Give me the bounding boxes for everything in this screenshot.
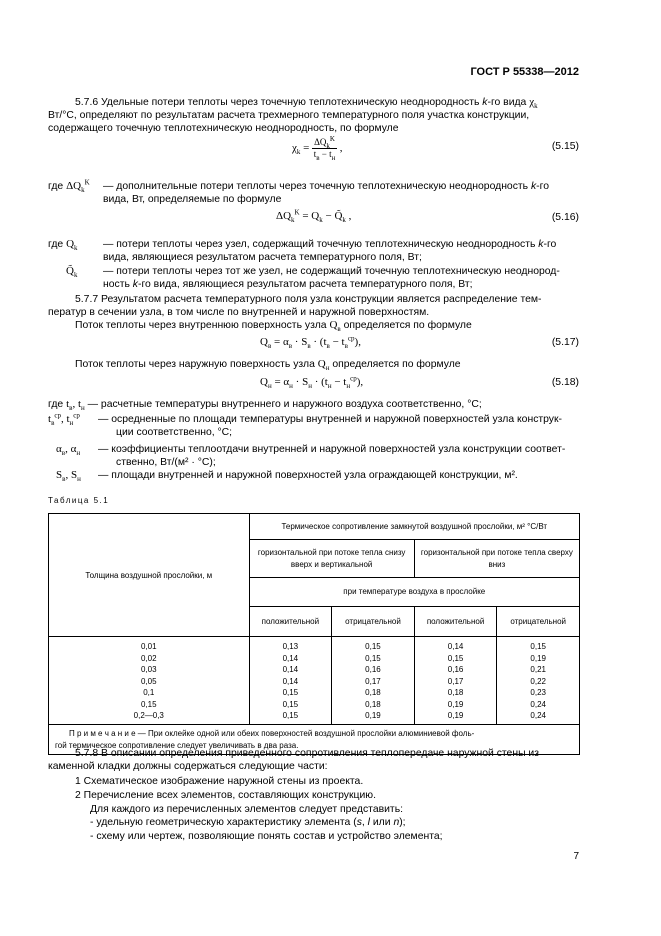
formula-5-15: $\chi_k$ = $\frac{\Delta Q_k^K}{t_в - t_н}$ , bbox=[292, 135, 343, 162]
table-cell: 0,18 bbox=[365, 699, 381, 709]
table-cell: 0,17 bbox=[447, 676, 464, 686]
table-cell: 0,15 bbox=[140, 699, 157, 709]
paragraph-5-7-8: 5.7.8 В описании определения приведенного сопротивления теплопередаче наружной стены из каменной кладки должны содержаться следующие части: bbox=[48, 748, 539, 772]
table-cell: 0,19 bbox=[530, 653, 546, 663]
air-layer-resistance-table bbox=[48, 513, 580, 755]
table-cell: 0,14 bbox=[282, 676, 299, 686]
table-cell: 0,24 bbox=[530, 711, 546, 720]
equation-number: (5.18) bbox=[551, 377, 579, 388]
header-horizontal-up-vertical: горизонтальной при потоке тепла снизу вверх и вертикальной bbox=[249, 540, 414, 578]
list-item: 2 Перечисление всех элементов, составляющих конструкцию. bbox=[75, 790, 376, 801]
table-cell: 0,18 bbox=[447, 688, 464, 697]
table-cell: 0,01 bbox=[140, 642, 157, 651]
table-cell: 0,19 bbox=[365, 711, 381, 720]
document-header: ГОСТ Р 55338—2012 bbox=[470, 66, 579, 78]
definition-temperatures: где $t_в$, $t_н$ — расчетные температуры внутреннего и наружного воздуха соответственно, °С; bbox=[48, 398, 482, 413]
header-thickness: Толщина воздушной прослойки, м bbox=[49, 514, 250, 637]
header-resistance: Термическое сопротивление замкнутой воздушной прослойки, м² °С/Вт bbox=[249, 514, 579, 540]
paragraph-5-7-7-outer: Поток теплоты через наружную поверхность узла $Q_н$ определяется по формуле bbox=[75, 358, 461, 373]
table-cell: 0,2—0,3 bbox=[133, 711, 164, 720]
header-horizontal-down: горизонтальной при потоке тепла сверху вниз bbox=[414, 540, 579, 578]
table-note: П р и м е ч а н и е — При оклейке одной или обеих поверхностей воздушной прослойки алюминиевой фоль- гой термическое сопротивление следует увеличивать в два раза. bbox=[49, 725, 580, 755]
header-air-temperature: при температуре воздуха в прослойке bbox=[250, 578, 579, 607]
page-number: 7 bbox=[573, 851, 579, 862]
equation-number: (5.15) bbox=[551, 141, 579, 152]
table-cell: 0,15 bbox=[282, 688, 299, 697]
table-cell: 0,16 bbox=[447, 665, 464, 674]
table-cell: 0,1 bbox=[143, 688, 155, 697]
formula-5-18: $Q_н = \alpha_н \cdot S_н \cdot (t_н - t_н^{ср})$, bbox=[260, 374, 364, 391]
document-page: ГОСТ Р 55338—2012 5.7.6 Удельные потери теплоты через точечную теплотехническую неоднородность k-го вида $\chi_k$ Вт/°С, определяют по результатам расчета трехмерного температурного поля участка конструкции, содержащего точечную теплотехническую неоднородность, по формуле $\chi_k$ = $\frac{\Delta Q_k^K}{t_в - t_н}$ , (5.15) где $\Delta Q_k^K$ — дополнительные потери теплоты через точечную теплотехническую неоднородность k-го вида, Вт, определяемые по формуле $\Delta Q_k^K = Q_k$ − $Q̃_k$ , (5.16) где $Q_k$ — потери теплоты через узел, содержащий точечную теплотехническую неоднородность k-го вида, являющиеся результатом расчета температурного поля, Вт; $Q̃_k$ — потери теплоты через тот же узел, не содержащий точечную теплотехническую неоднород- ность k-го вида, являющиеся результатом расчета температурного поля, Вт; 5.7.7 Результатом расчета температурного поля узла конструкции является распределение тем- ператур в сечении узла, в том числе по внутренней и наружной поверхностям. Поток теплоты через внутреннюю поверхность узла $Q_в$ определяется по формуле $Q_в = \alpha_в \cdot S_в \cdot (t_в - t_в^{ср})$, (5.17) Поток теплоты через наружную поверхность узла $Q_н$ определяется по формуле $Q_н = \alpha_н \cdot S_н \cdot (t_н - t_н^{ср})$, (5.18) где $t_в$, $t_н$ — расчетные температуры внутреннего и наружного воздуха соответственно, °С; $t_в^{ср}$, $t_н^{ср}$ — осредненные по площади температуры внутренней и наружной поверхностей узла конструк- ции соответственно, °С; $\alpha_в$, $\alpha_н$ — коэффициенты теплоотдачи внутренней и наружной поверхностей узла конструкции соответ- ственно, Вт/(м² · °С); $S_в$, $S_н$ — площади внутренней и наружной поверхностей узла ограждающей конструкции, м². Таблица 5.1 Толщина воздушной прослойки, м Термическое сопротивление замкнутой воздушной прослойки, м² °С/Вт горизонтальной при потоке тепла снизу вверх и вертикальной горизонтальной при потоке тепла сверху вниз при температуре воздуха в прослойке положительной отрицательной положительной отрицательной 0,01 0,02 0,03 0,05 0,1 0,15 0,2—0,3 0,13 0,14 0,14 0,14 0,15 0,15 0,15 0,15 0,15 0,16 0,17 0,18 0,18 0,19 0,14 0,15 0,16 0,17 0,18 0,19 0,19 0,15 0,19 0,21 0,22 0,23 0,24 0,24 П р и м е ч а н и е — При оклейке одной или обеих поверхностей воздушной прослойки алюминиевой фоль- гой термическое сопротивление следует увеличивать в два раза. 5.7.8 В описании определения приведенного сопротивления теплопередаче наружной стены из каменной кладки должны содержаться следующие части: 1 Схематическое изображение наружной стены из проекта. 2 Перечисление всех элементов, составляющих конструкцию. Для каждого из перечисленных элементов следует представить: - удельную геометрическую характеристику элемента (s, l или n); - схему или чертеж, позволяющие понять состав и устройство элемента; 7 bbox=[0, 0, 661, 936]
table-cell: 0,14 bbox=[447, 642, 464, 651]
header-positive: положительной bbox=[415, 607, 498, 636]
table-cell: 0,03 bbox=[140, 665, 157, 674]
paragraph-5-7-7: 5.7.7 Результатом расчета температурного поля узла конструкции является распределение тем- ператур в сечении узла, в том числе по внутренней и наружной поверхностям. Поток теплоты через внутреннюю поверхность узла $Q_в$ определяется по формуле bbox=[48, 294, 542, 334]
equation-number: (5.17) bbox=[551, 337, 579, 348]
header-negative: отрицательной bbox=[510, 617, 566, 626]
table-caption: Таблица 5.1 bbox=[48, 496, 110, 505]
list-item: - удельную геометрическую характеристику элемента (s, l или n); bbox=[90, 817, 406, 828]
table-cell: 0,19 bbox=[447, 699, 464, 709]
table-cell: 0,15 bbox=[365, 642, 381, 651]
table-cell: 0,14 bbox=[282, 653, 299, 663]
table-cell: 0,05 bbox=[140, 676, 157, 686]
table-cell: 0,15 bbox=[365, 653, 381, 663]
table-cell: 0,02 bbox=[140, 653, 157, 663]
positive-up-column bbox=[249, 637, 332, 725]
table-cell: 0,17 bbox=[365, 676, 381, 686]
chi-k-symbol: $\chi_k$ bbox=[529, 96, 538, 111]
thickness-column bbox=[49, 637, 250, 725]
table-cell: 0,14 bbox=[282, 665, 299, 674]
table-cell: 0,18 bbox=[365, 688, 381, 697]
table-cell: 0,23 bbox=[530, 688, 546, 697]
header-negative: отрицательной bbox=[332, 607, 415, 636]
table-cell: 0,15 bbox=[447, 653, 464, 663]
table-cell: 0,21 bbox=[530, 665, 546, 674]
header-positive: положительной bbox=[250, 607, 333, 636]
negative-down-column bbox=[497, 637, 580, 725]
table-cell: 0,22 bbox=[530, 676, 546, 686]
table-cell: 0,15 bbox=[282, 711, 299, 720]
list-item: - схему или чертеж, позволяющие понять состав и устройство элемента; bbox=[90, 831, 443, 842]
formula-5-17: $Q_в = \alpha_в \cdot S_в \cdot (t_в - t_в^{ср})$, bbox=[260, 334, 361, 351]
table-cell: 0,15 bbox=[282, 699, 299, 709]
table-cell: 0,13 bbox=[282, 642, 299, 651]
table-cell: 0,15 bbox=[530, 642, 546, 651]
table-cell: 0,24 bbox=[530, 699, 546, 709]
paragraph-5-7-6: 5.7.6 Удельные потери теплоты через точечную теплотехническую неоднородность k-го вида $\chi_k$ Вт/°С, определяют по результатам расчета трехмерного температурного поля участка конструкции, содержащего точечную теплотехническую неоднородность, по формуле bbox=[48, 96, 538, 134]
list-item: 1 Схематическое изображение наружной стены из проекта. bbox=[75, 776, 364, 787]
equation-number: (5.16) bbox=[551, 212, 579, 223]
list-item: Для каждого из перечисленных элементов следует представить: bbox=[90, 804, 403, 815]
formula-5-16: $\Delta Q_k^K = Q_k$ − $Q̃_k$ , bbox=[276, 208, 352, 225]
table-cell: 0,16 bbox=[365, 665, 381, 674]
negative-up-column bbox=[332, 637, 415, 725]
table-cell: 0,19 bbox=[447, 711, 464, 720]
positive-down-column bbox=[414, 637, 497, 725]
